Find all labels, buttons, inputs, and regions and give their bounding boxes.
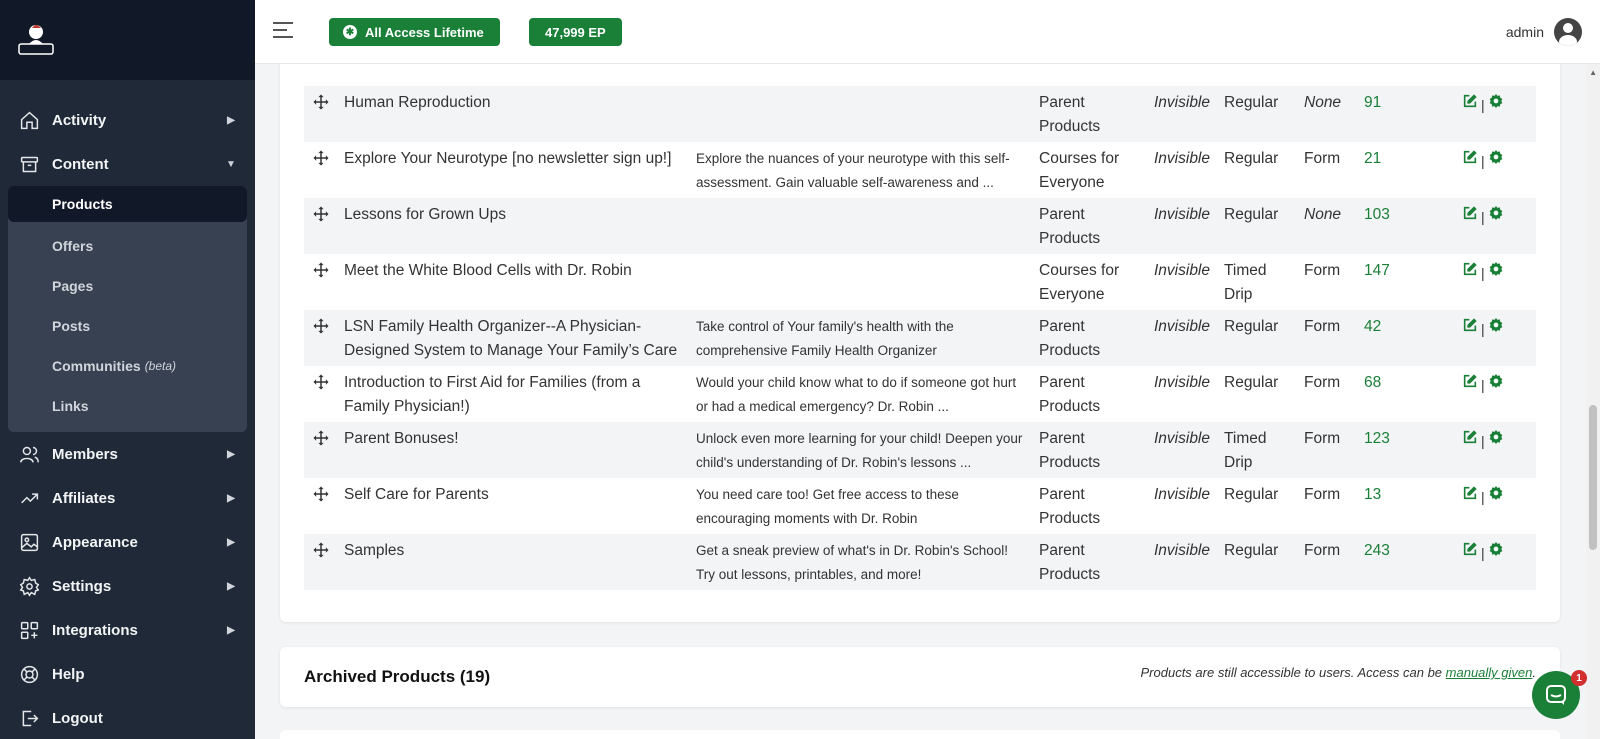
sidebar	[0, 0, 255, 739]
product-category: Parent Products	[1039, 374, 1101, 415]
caret-right-icon: ▶	[227, 114, 235, 126]
table-row	[304, 86, 1536, 142]
user-name[interactable]: admin	[1505, 24, 1544, 40]
access-badge[interactable]	[329, 18, 500, 46]
scrollbar[interactable]	[1586, 64, 1600, 739]
edit-icon[interactable]	[1462, 373, 1478, 397]
product-member-count[interactable]: 21	[1364, 150, 1382, 167]
sidebar-item-label: Appearance	[52, 533, 138, 551]
row-actions	[1462, 93, 1522, 117]
product-type: Regular	[1224, 542, 1279, 559]
archived-products-card	[280, 647, 1560, 707]
edit-icon[interactable]	[1462, 261, 1478, 285]
row-actions	[1462, 261, 1522, 285]
product-member-count[interactable]: 91	[1364, 94, 1382, 111]
archived-note-end: .	[1532, 665, 1536, 680]
drag-handle-icon[interactable]	[312, 93, 330, 119]
product-description: Would your child know what to do if someone got hurt or had a medical emergency? Dr. Robin ...	[696, 375, 1017, 414]
drag-handle-icon[interactable]	[312, 541, 330, 567]
product-category: Courses for Everyone	[1039, 150, 1120, 191]
sidebar-item-label: Help	[52, 665, 85, 683]
gear-icon[interactable]	[1488, 373, 1504, 397]
content-submenu	[8, 186, 247, 432]
product-type: Regular	[1224, 318, 1279, 335]
edit-icon[interactable]	[1462, 317, 1478, 341]
caret-right-icon: ▶	[227, 624, 235, 636]
sidebar-item-communities[interactable]	[8, 346, 247, 386]
archived-title: Archived Products (19)	[304, 667, 491, 686]
product-visibility: Invisible	[1154, 430, 1210, 447]
product-optin: Form	[1304, 486, 1341, 503]
edit-icon[interactable]	[1462, 429, 1478, 453]
row-actions	[1462, 373, 1522, 397]
edit-icon[interactable]	[1462, 485, 1478, 509]
product-category: Parent Products	[1039, 542, 1101, 583]
trending-up-icon	[18, 487, 40, 509]
gear-icon[interactable]	[1488, 261, 1504, 285]
home-icon	[18, 109, 40, 131]
ep-badge-label: 47,999 EP	[545, 24, 606, 40]
product-optin: Form	[1304, 430, 1341, 447]
drag-handle-icon[interactable]	[312, 261, 330, 287]
sidebar-item-content[interactable]	[0, 142, 255, 186]
drag-handle-icon[interactable]	[312, 149, 330, 175]
school-logo-icon[interactable]	[15, 18, 57, 60]
image-icon	[18, 531, 40, 553]
product-member-count[interactable]: 103	[1364, 206, 1390, 223]
product-name: Lessons for Grown Ups	[344, 206, 506, 223]
product-optin: Form	[1304, 150, 1341, 167]
row-actions	[1462, 429, 1522, 453]
ep-badge[interactable]	[529, 18, 622, 46]
product-name: LSN Family Health Organizer--A Physician-Designed System to Manage Your Family’s Care	[344, 318, 678, 359]
divider: |	[1481, 265, 1485, 281]
chat-unread-count: 1	[1571, 670, 1587, 686]
sidebar-item-label: Communities	[52, 358, 141, 374]
scroll-up-icon[interactable]: ▲	[1589, 68, 1597, 77]
topbar	[255, 0, 1600, 64]
gear-icon[interactable]	[1488, 485, 1504, 509]
sidebar-item-settings[interactable]	[0, 564, 255, 608]
gear-icon[interactable]	[1488, 149, 1504, 173]
product-visibility: Invisible	[1154, 150, 1210, 167]
sidebar-item-label: Integrations	[52, 621, 138, 639]
table-row	[304, 310, 1536, 366]
divider: |	[1481, 433, 1485, 449]
product-optin: Form	[1304, 318, 1341, 335]
caret-right-icon: ▶	[227, 536, 235, 548]
gear-icon[interactable]	[1488, 205, 1504, 229]
divider: |	[1481, 377, 1485, 393]
product-description: Take control of Your family's health with the comprehensive Family Health Organizer	[696, 319, 954, 358]
sidebar-item-activity[interactable]	[0, 98, 255, 142]
product-category: Courses for Everyone	[1039, 262, 1120, 303]
product-member-count[interactable]: 243	[1364, 542, 1390, 559]
sidebar-item-integrations[interactable]	[0, 608, 255, 652]
product-type: Timed Drip	[1224, 430, 1267, 471]
divider: |	[1481, 209, 1485, 225]
product-name: Parent Bonuses!	[344, 430, 459, 447]
chat-icon	[1544, 683, 1568, 707]
product-member-count[interactable]: 147	[1364, 262, 1390, 279]
product-visibility: Invisible	[1154, 206, 1210, 223]
sidebar-item-help[interactable]	[0, 652, 255, 696]
archive-icon	[18, 153, 40, 175]
table-row	[304, 366, 1536, 422]
product-type: Regular	[1224, 206, 1279, 223]
archived-note	[1141, 665, 1537, 680]
drag-handle-icon[interactable]	[312, 429, 330, 455]
gear-icon[interactable]	[1488, 541, 1504, 565]
product-type: Regular	[1224, 374, 1279, 391]
accessibility-icon: ✱	[343, 25, 357, 39]
archived-note-text: Products are still accessible to users. Access can be	[1140, 665, 1446, 680]
product-optin: Form	[1304, 542, 1341, 559]
divider: |	[1481, 97, 1485, 113]
sidebar-item-label: Members	[52, 445, 118, 463]
sidebar-item-appearance[interactable]	[0, 520, 255, 564]
sidebar-item-label: Links	[52, 398, 89, 414]
product-member-count[interactable]: 13	[1364, 486, 1382, 503]
product-member-count[interactable]: 42	[1364, 318, 1382, 335]
divider: |	[1481, 153, 1485, 169]
products-card	[280, 44, 1560, 622]
sidebar-item-label: Posts	[52, 318, 91, 334]
table-row	[304, 422, 1536, 478]
product-visibility: Invisible	[1154, 374, 1210, 391]
sidebar-item-affiliates[interactable]	[0, 476, 255, 520]
apps-icon	[18, 619, 40, 641]
product-optin: None	[1304, 206, 1342, 223]
drag-handle-icon[interactable]	[312, 373, 330, 399]
sidebar-item-label: Pages	[52, 278, 94, 294]
table-row	[304, 142, 1536, 198]
row-actions	[1462, 541, 1522, 565]
scrollbar-thumb[interactable]	[1589, 405, 1597, 550]
next-card	[280, 730, 1560, 739]
product-description: Get a sneak preview of what's in Dr. Robin's School! Try out lessons, printables, and more!	[696, 543, 1009, 582]
sidebar-item-links[interactable]	[8, 386, 247, 426]
product-name: Self Care for Parents	[344, 486, 489, 503]
sidebar-item-logout[interactable]	[0, 696, 255, 739]
product-category: Parent Products	[1039, 94, 1101, 135]
row-actions	[1462, 205, 1522, 229]
beta-tag: (beta)	[144, 359, 177, 373]
divider: |	[1481, 321, 1485, 337]
sidebar-item-label: Products	[52, 196, 113, 212]
sidebar-item-label: Settings	[52, 577, 112, 595]
logo-area	[0, 0, 255, 80]
hamburger-menu-icon[interactable]	[273, 22, 293, 38]
drag-handle-icon[interactable]	[312, 485, 330, 511]
drag-handle-icon[interactable]	[312, 205, 330, 231]
product-visibility: Invisible	[1154, 262, 1210, 279]
caret-right-icon: ▶	[227, 580, 235, 592]
drag-handle-icon[interactable]	[312, 317, 330, 343]
sidebar-item-pages[interactable]	[8, 266, 247, 306]
gear-icon	[18, 575, 40, 597]
product-category: Parent Products	[1039, 318, 1101, 359]
product-visibility: Invisible	[1154, 542, 1210, 559]
product-name: Explore Your Neurotype [no newsletter sign up!]	[344, 150, 672, 167]
gear-icon[interactable]	[1488, 429, 1504, 453]
sidebar-item-products[interactable]	[8, 186, 247, 222]
logout-icon	[18, 707, 40, 729]
table-row	[304, 254, 1536, 310]
sidebar-item-label: Offers	[52, 238, 94, 254]
product-name: Meet the White Blood Cells with Dr. Robin	[344, 262, 632, 279]
edit-icon[interactable]	[1462, 149, 1478, 173]
sidebar-item-label: Content	[52, 155, 109, 173]
caret-down-icon: ▼	[226, 158, 236, 170]
product-type: Regular	[1224, 150, 1279, 167]
users-icon	[18, 443, 40, 465]
edit-icon[interactable]	[1462, 541, 1478, 565]
access-badge-label: All Access Lifetime	[365, 24, 484, 40]
product-type: Regular	[1224, 486, 1279, 503]
product-optin: Form	[1304, 262, 1341, 279]
product-description: Unlock even more learning for your child! Deepen your child's understanding of Dr. Robin's lessons ...	[696, 431, 1023, 470]
sidebar-item-label: Activity	[52, 111, 107, 129]
product-type: Regular	[1224, 94, 1279, 111]
product-category: Parent Products	[1039, 206, 1101, 247]
gear-icon[interactable]	[1488, 317, 1504, 341]
caret-right-icon: ▶	[227, 492, 235, 504]
product-optin: None	[1304, 94, 1342, 111]
product-type: Timed Drip	[1224, 262, 1267, 303]
product-visibility: Invisible	[1154, 318, 1210, 335]
edit-icon[interactable]	[1462, 93, 1478, 117]
row-actions	[1462, 485, 1522, 509]
sidebar-item-label: Logout	[52, 709, 103, 727]
sidebar-item-offers[interactable]	[8, 226, 247, 266]
table-row	[304, 478, 1536, 534]
product-category: Parent Products	[1039, 430, 1101, 471]
sidebar-item-label: Affiliates	[52, 489, 116, 507]
product-description: You need care too! Get free access to these encouraging moments with Dr. Robin	[696, 487, 959, 526]
product-optin: Form	[1304, 374, 1341, 391]
product-name: Introduction to First Aid for Families (from a Family Physician!)	[344, 374, 641, 415]
gear-icon[interactable]	[1488, 93, 1504, 117]
product-category: Parent Products	[1039, 486, 1101, 527]
table-row	[304, 534, 1536, 590]
product-visibility: Invisible	[1154, 94, 1210, 111]
sidebar-item-members[interactable]	[0, 432, 255, 476]
product-name: Samples	[344, 542, 405, 559]
product-description: Explore the nuances of your neurotype with this self-assessment. Gain valuable self-awareness and ...	[696, 151, 1010, 190]
product-visibility: Invisible	[1154, 486, 1210, 503]
product-name: Human Reproduction	[344, 94, 491, 111]
divider: |	[1481, 489, 1485, 505]
divider: |	[1481, 545, 1485, 561]
products-table	[304, 44, 1536, 590]
manually-given-link[interactable]: manually given	[1445, 665, 1533, 680]
sidebar-item-posts[interactable]	[8, 306, 247, 346]
row-actions	[1462, 317, 1522, 341]
edit-icon[interactable]	[1462, 205, 1478, 229]
lifebuoy-icon	[18, 663, 40, 685]
table-row	[304, 198, 1536, 254]
avatar[interactable]	[1554, 18, 1582, 46]
caret-right-icon: ▶	[227, 448, 235, 460]
product-member-count[interactable]: 123	[1364, 430, 1390, 447]
row-actions	[1462, 149, 1522, 173]
product-member-count[interactable]: 68	[1364, 374, 1382, 391]
